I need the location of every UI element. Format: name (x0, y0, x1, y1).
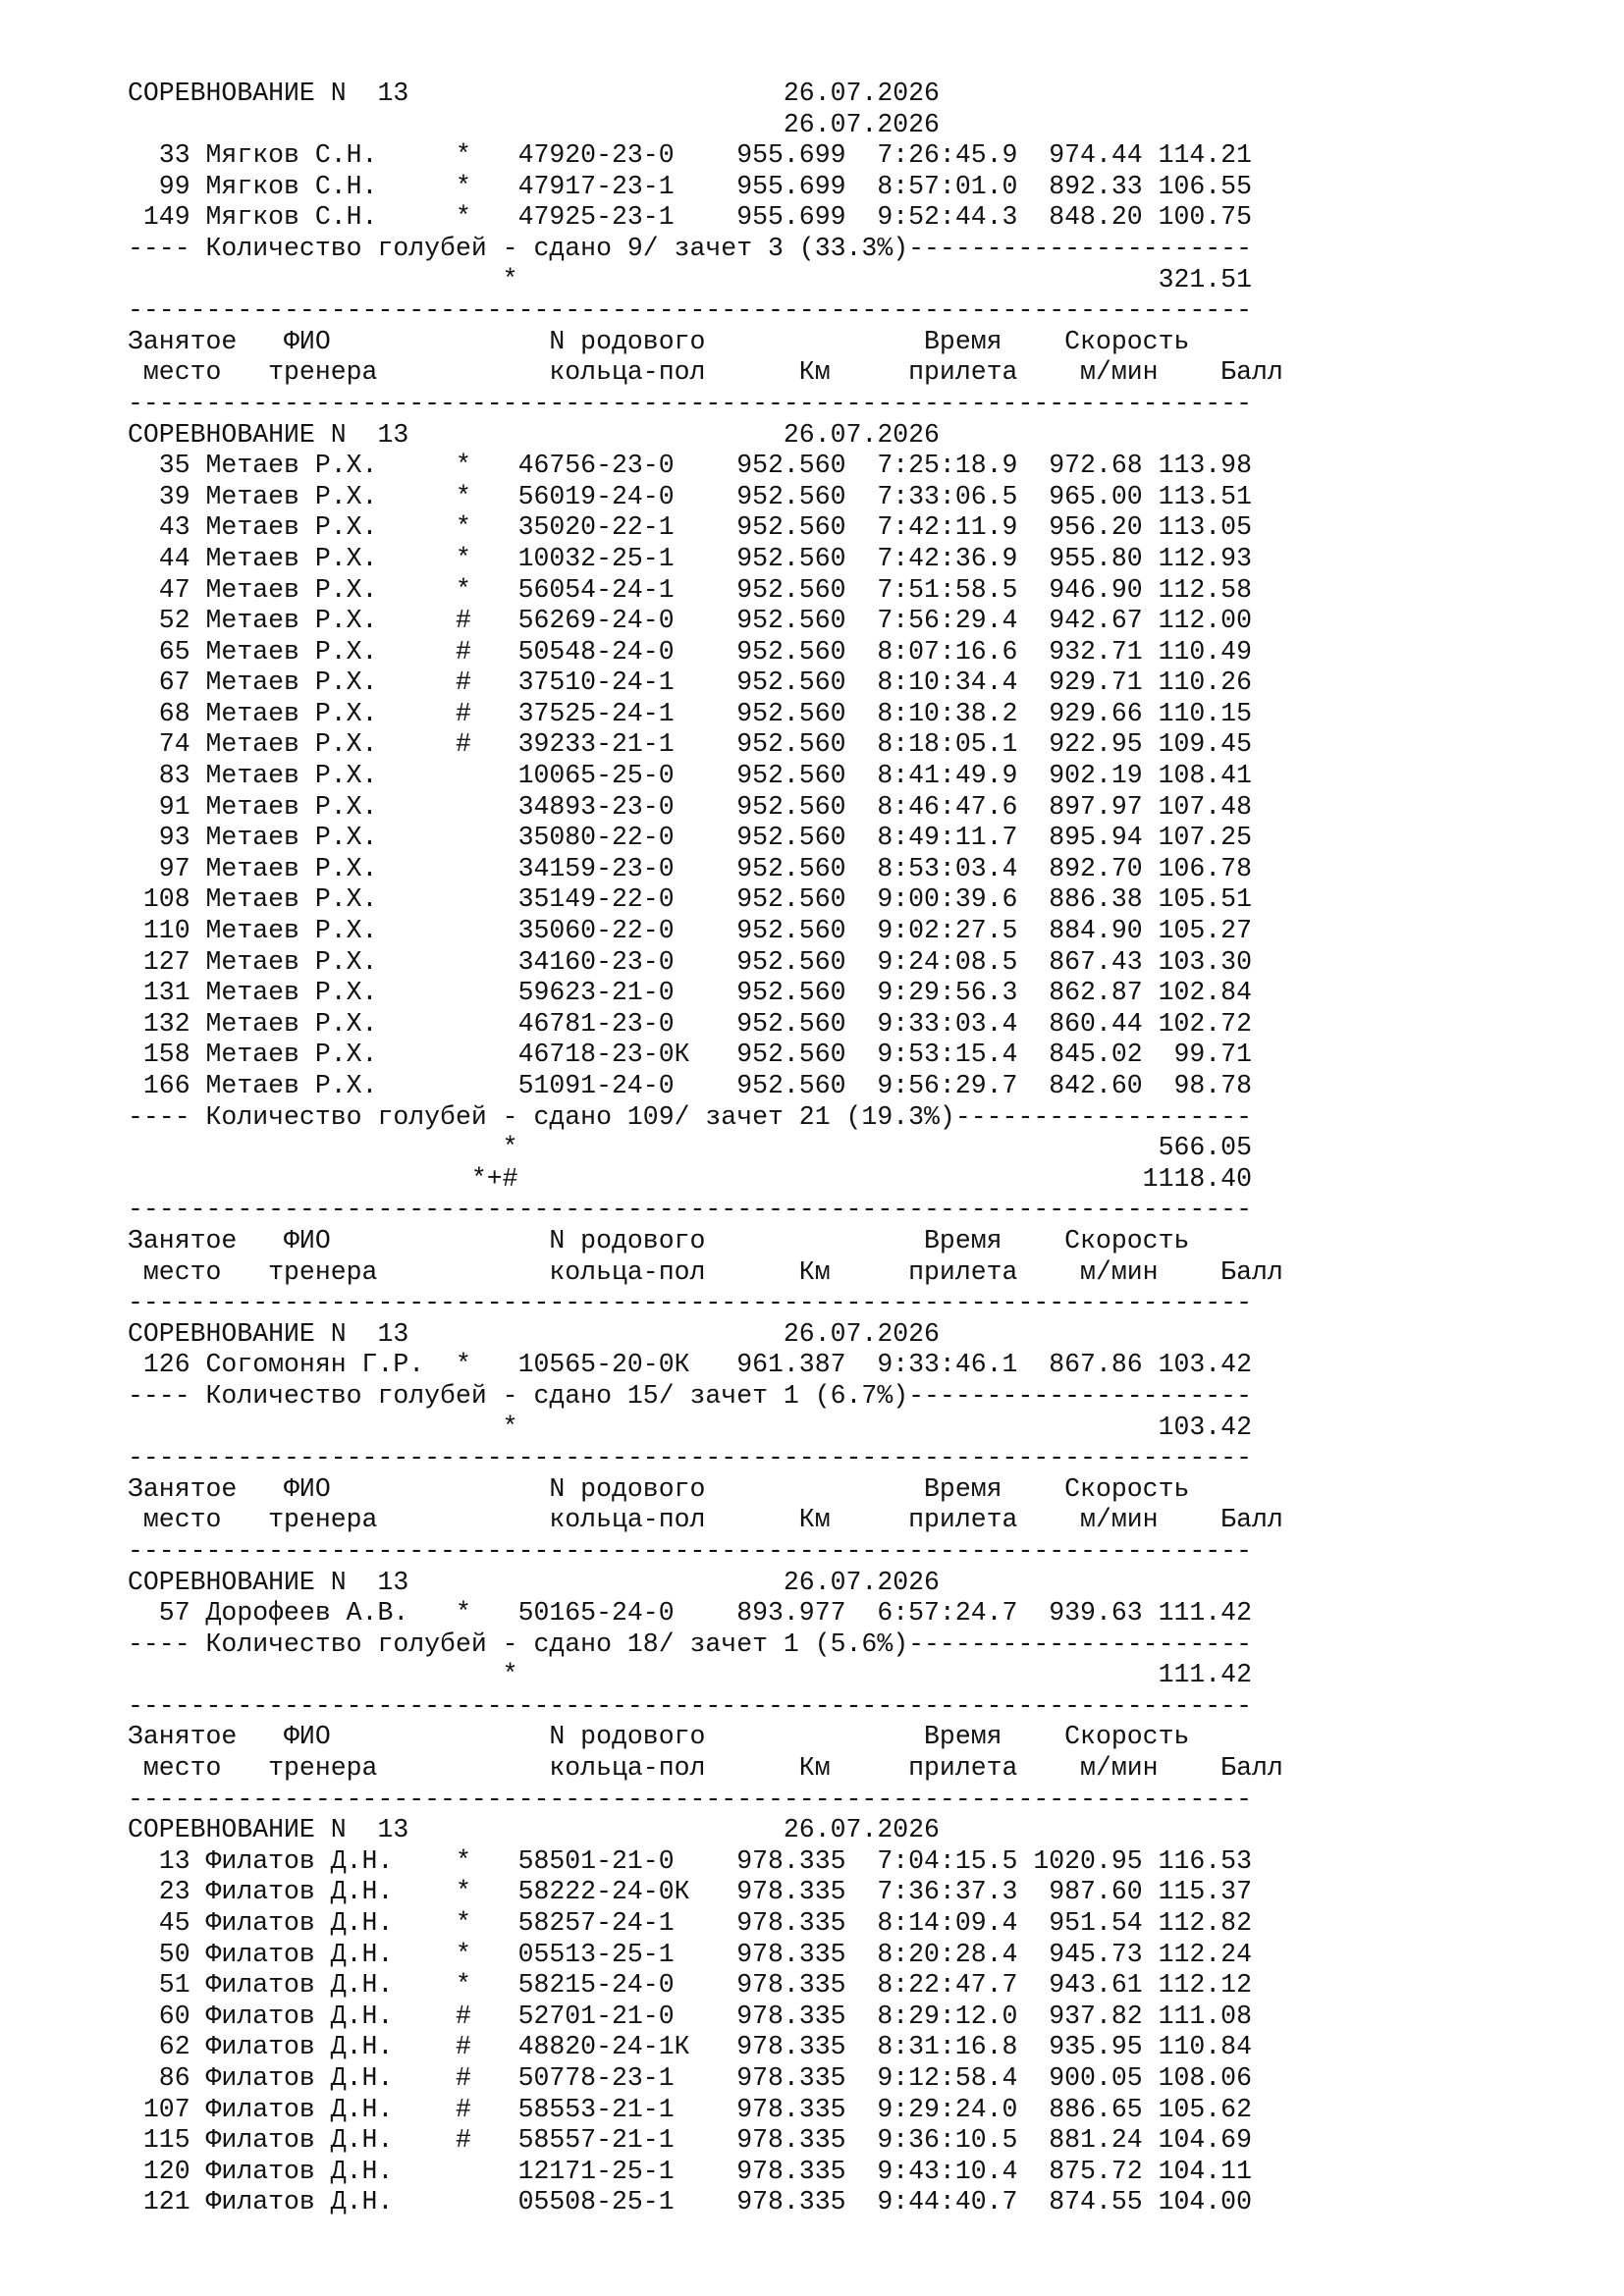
result-row: 51 Филатов Д.Н. * 58215-24-0 978.335 8:22:47.7 943.61 112.12 (128, 1970, 1252, 2001)
result-row: 67 Метаев Р.Х. # 37510-24-1 952.560 8:10:34.4 929.71 110.26 (128, 667, 1252, 698)
competition-header: СОРЕВНОВАНИЕ N 13 26.07.2026 (128, 1318, 940, 1349)
subtotal-row: * 111.42 (128, 1660, 1252, 1690)
result-row: 127 Метаев Р.Х. 34160-23-0 952.560 9:24:08.5 867.43 103.30 (128, 946, 1252, 977)
result-row: 93 Метаев Р.Х. 35080-22-0 952.560 8:49:11.7 895.94 107.25 (128, 823, 1252, 853)
result-row: 149 Мягков С.Н. * 47925-23-1 955.699 9:52:44.3 848.20 100.75 (128, 202, 1252, 233)
separator-line: ------------------------------------------------------------------------ (128, 1535, 1252, 1566)
pigeon-count-summary: ---- Количество голубей - сдано 9/ зачет 3 (33.3%)---------------------- (128, 233, 1252, 263)
result-row: 97 Метаев Р.Х. 34159-23-0 952.560 8:53:03.4 892.70 106.78 (128, 853, 1252, 883)
result-row: 47 Метаев Р.Х. * 56054-24-1 952.560 7:51:58.5 946.90 112.58 (128, 574, 1252, 605)
column-header: Занятое ФИО N родового Время Скорость (128, 326, 1190, 356)
result-row: 35 Метаев Р.Х. * 46756-23-0 952.560 7:25:18.9 972.68 113.98 (128, 451, 1252, 481)
subtotal-row: * 321.51 (128, 264, 1252, 294)
result-row: 110 Метаев Р.Х. 35060-22-0 952.560 9:02:27.5 884.90 105.27 (128, 916, 1252, 946)
result-row: 45 Филатов Д.Н. * 58257-24-1 978.335 8:14:09.4 951.54 112.82 (128, 1908, 1252, 1939)
result-row: 39 Метаев Р.Х. * 56019-24-0 952.560 7:33:06.5 965.00 113.51 (128, 481, 1252, 511)
column-header: место тренера кольца-пол Км прилета м/мин Балл (128, 1256, 1283, 1287)
result-row: 91 Метаев Р.Х. 34893-23-0 952.560 8:46:47.6 897.97 107.48 (128, 791, 1252, 822)
results-document (128, 79, 1283, 2218)
result-row: 120 Филатов Д.Н. 12171-25-1 978.335 9:43:10.4 875.72 104.11 (128, 2156, 1252, 2186)
result-row: 107 Филатов Д.Н. # 58553-21-1 978.335 9:29:24.0 886.65 105.62 (128, 2094, 1252, 2124)
result-row: 126 Согомонян Г.Р. * 10565-20-0К 961.387 9:33:46.1 867.86 103.42 (128, 1350, 1252, 1380)
separator-line: ------------------------------------------------------------------------ (128, 1443, 1252, 1473)
column-header: Занятое ФИО N родового Время Скорость (128, 1225, 1190, 1255)
pigeon-count-summary: ---- Количество голубей - сдано 15/ зачет 1 (6.7%)---------------------- (128, 1380, 1252, 1411)
result-row: 43 Метаев Р.Х. * 35020-22-1 952.560 7:42:11.9 956.20 113.05 (128, 512, 1252, 543)
separator-line: ------------------------------------------------------------------------ (128, 1784, 1252, 1814)
result-row: 44 Метаев Р.Х. * 10032-25-1 952.560 7:42:36.9 955.80 112.93 (128, 543, 1252, 573)
column-header: Занятое ФИО N родового Время Скорость (128, 1473, 1190, 1504)
result-row: 158 Метаев Р.Х. 46718-23-0К 952.560 9:53:15.4 845.02 99.71 (128, 1040, 1252, 1070)
result-row: 50 Филатов Д.Н. * 05513-25-1 978.335 8:20:28.4 945.73 112.24 (128, 1939, 1252, 1969)
separator-line: ------------------------------------------------------------------------ (128, 1195, 1252, 1225)
subtotal-row: * 566.05 (128, 1133, 1252, 1163)
separator-line: ------------------------------------------------------------------------ (128, 1690, 1252, 1721)
result-row: 166 Метаев Р.Х. 51091-24-0 952.560 9:56:29.7 842.60 98.78 (128, 1071, 1252, 1100)
column-header: место тренера кольца-пол Км прилета м/мин Балл (128, 1505, 1283, 1535)
competition-header: СОРЕВНОВАНИЕ N 13 26.07.2026 (128, 419, 940, 450)
result-row: 23 Филатов Д.Н. * 58222-24-0К 978.335 7:36:37.3 987.60 115.37 (128, 1877, 1252, 1907)
result-row: 52 Метаев Р.Х. # 56269-24-0 952.560 7:56:29.4 942.67 112.00 (128, 606, 1252, 636)
result-row: 83 Метаев Р.Х. 10065-25-0 952.560 8:41:49.9 902.19 108.41 (128, 761, 1252, 791)
result-row: 60 Филатов Д.Н. # 52701-21-0 978.335 8:29:12.0 937.82 111.08 (128, 2001, 1252, 2031)
column-header: место тренера кольца-пол Км прилета м/мин Балл (128, 1753, 1283, 1784)
result-row: 33 Мягков С.Н. * 47920-23-0 955.699 7:26:45.9 974.44 114.21 (128, 140, 1252, 171)
result-row: 86 Филатов Д.Н. # 50778-23-1 978.335 9:12:58.4 900.05 108.06 (128, 2063, 1252, 2093)
separator-line: ------------------------------------------------------------------------ (128, 388, 1252, 418)
result-row: 121 Филатов Д.Н. 05508-25-1 978.335 9:44:40.7 874.55 104.00 (128, 2187, 1252, 2217)
subtotal-row: *+# 1118.40 (128, 1163, 1252, 1194)
result-row: 62 Филатов Д.Н. # 48820-24-1К 978.335 8:31:16.8 935.95 110.84 (128, 2032, 1252, 2062)
result-row: 68 Метаев Р.Х. # 37525-24-1 952.560 8:10:38.2 929.66 110.15 (128, 698, 1252, 728)
column-header: Занятое ФИО N родового Время Скорость (128, 1722, 1190, 1752)
result-row: 74 Метаев Р.Х. # 39233-21-1 952.560 8:18:05.1 922.95 109.45 (128, 729, 1252, 760)
result-row: 99 Мягков С.Н. * 47917-23-1 955.699 8:57:01.0 892.33 106.55 (128, 171, 1252, 201)
result-row: 131 Метаев Р.Х. 59623-21-0 952.560 9:29:56.3 862.87 102.84 (128, 978, 1252, 1008)
result-row: 13 Филатов Д.Н. * 58501-21-0 978.335 7:04:15.5 1020.95 116.53 (128, 1845, 1252, 1876)
result-row: 65 Метаев Р.Х. # 50548-24-0 952.560 8:07:16.6 932.71 110.49 (128, 636, 1252, 667)
result-row: 132 Метаев Р.Х. 46781-23-0 952.560 9:33:03.4 860.44 102.72 (128, 1008, 1252, 1039)
separator-line: ------------------------------------------------------------------------ (128, 1288, 1252, 1318)
competition-header: СОРЕВНОВАНИЕ N 13 26.07.2026 (128, 79, 940, 108)
result-row: 115 Филатов Д.Н. # 58557-21-1 978.335 9:36:10.5 881.24 104.69 (128, 2125, 1252, 2156)
result-row: 108 Метаев Р.Х. 35149-22-0 952.560 9:00:39.6 886.38 105.51 (128, 884, 1252, 915)
pigeon-count-summary: ---- Количество голубей - сдано 109/ зачет 21 (19.3%)------------------- (128, 1101, 1252, 1132)
competition-header: СОРЕВНОВАНИЕ N 13 26.07.2026 (128, 1815, 940, 1845)
separator-line: ------------------------------------------------------------------------ (128, 295, 1252, 326)
competition-header: СОРЕВНОВАНИЕ N 13 26.07.2026 (128, 1567, 940, 1597)
subtotal-row: 26.07.2026 (128, 109, 940, 139)
result-row: 57 Дорофеев А.В. * 50165-24-0 893.977 6:57:24.7 939.63 111.42 (128, 1598, 1252, 1629)
subtotal-row: * 103.42 (128, 1412, 1252, 1442)
pigeon-count-summary: ---- Количество голубей - сдано 18/ зачет 1 (5.6%)---------------------- (128, 1629, 1252, 1659)
column-header: место тренера кольца-пол Км прилета м/мин Балл (128, 357, 1283, 388)
